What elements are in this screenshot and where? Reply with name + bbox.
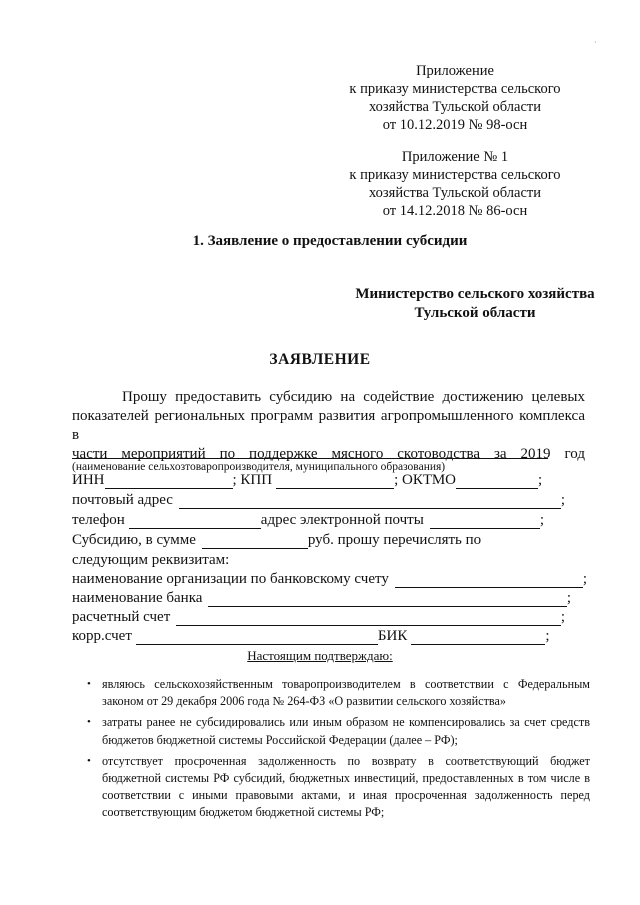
details-label: следующим реквизитам: [72, 552, 230, 568]
semicolon: ; [582, 571, 587, 587]
org-name-label: наименование организации по банковскому счету [72, 571, 389, 587]
bank-name-row [72, 588, 587, 607]
request-line-2: показателей региональных программ развития агропромышленного комплекса в [72, 408, 585, 443]
list-item [88, 753, 590, 822]
inn-kpp-oktmo-row [72, 470, 587, 489]
appendix-line: хозяйства Тульской области [368, 99, 542, 115]
phone-email-row [72, 510, 587, 529]
oktmo-field[interactable] [456, 474, 538, 489]
semicolon: ; [545, 628, 550, 644]
details-row [72, 550, 587, 569]
request-line-1 [72, 388, 585, 407]
list-item [88, 676, 590, 710]
postal-row [72, 490, 587, 509]
section-title: 1. Заявление о предоставлении субсидии [192, 233, 468, 249]
postal-field[interactable] [179, 494, 561, 509]
inn-label: ИНН [72, 472, 105, 488]
bullet-icon: • [87, 678, 91, 690]
request-text: Прошу предоставить субсидию на содействие достижению целевых [122, 389, 585, 405]
phone-field[interactable] [129, 514, 261, 529]
account-field[interactable] [176, 611, 561, 626]
semicolon: ; [566, 590, 571, 606]
appendix-line: к приказу министерства сельского [349, 167, 561, 183]
semicolon: ; [560, 609, 565, 625]
semicolon: ; [539, 512, 544, 528]
subsidy-suffix: руб. прошу перечислять по [307, 532, 482, 548]
oktmo-label: ; ОКТМО [394, 472, 456, 488]
list-item-text: являюсь сельскохозяйственным товаропроизводителем в соответствии с Федеральным законом от 29 декабря 2006 года № 264-ФЗ «О развитии сельского хозяйства» [102, 677, 590, 709]
document-title: ЗАЯВЛЕНИЕ [269, 351, 371, 368]
appendix-2018 [330, 148, 580, 220]
kpp-field[interactable] [276, 474, 394, 489]
email-field[interactable] [430, 514, 540, 529]
bank-name-label: наименование банка [72, 590, 203, 606]
list-item-text: затраты ранее не субсидировались или иным образом не компенсировались за счет средств бюджетов бюджетной системы Российской Федерации (далее – РФ); [102, 715, 590, 747]
addressee [330, 285, 620, 323]
phone-label: телефон [72, 512, 125, 528]
bullet-icon: • [87, 716, 91, 729]
kpp-label: ; КПП [232, 472, 273, 488]
account-row [72, 607, 587, 626]
corr-label: корр.счет [72, 628, 132, 644]
semicolon: ; [537, 472, 543, 488]
bank-name-field[interactable] [208, 592, 566, 607]
request-paragraph [72, 388, 585, 464]
appendix-line: хозяйства Тульской области [368, 185, 542, 201]
org-name-field[interactable] [395, 573, 583, 588]
list-item [88, 714, 590, 748]
applicant-name-line[interactable] [72, 458, 548, 459]
request-line-3: части мероприятий по поддержке мясного скотоводства за 2019 год [72, 446, 585, 462]
addressee-line: Министерство сельского хозяйства [355, 286, 595, 302]
confirm-heading-text: Настоящим подтверждаю: [247, 648, 393, 663]
addressee-line: Тульской области [414, 305, 536, 321]
org-name-row [72, 569, 587, 588]
subsidy-row [72, 530, 587, 549]
bik-label: БИК [377, 628, 408, 644]
appendix-line: от 14.12.2018 № 86-осн [382, 203, 528, 219]
bullet-icon: • [87, 754, 91, 767]
appendix-line: от 10.12.2019 № 98-осн [382, 117, 528, 133]
confirm-heading [0, 648, 640, 664]
bik-field[interactable] [411, 630, 545, 645]
appendix-2019 [330, 62, 580, 134]
corr-bik-row [72, 626, 587, 645]
applicant-name-note: (наименование сельхозтоваропроизводителя, муниципального образования) [72, 461, 446, 473]
scan-mark: · [594, 38, 597, 47]
corr-account-field[interactable] [136, 630, 378, 645]
postal-label: почтовый адрес [72, 492, 173, 508]
appendix-line: Приложение [416, 63, 494, 79]
inn-field[interactable] [105, 474, 233, 489]
email-label: адрес электронной почты [260, 512, 424, 528]
confirm-list [88, 676, 590, 826]
subsidy-label: Субсидию, в сумме [72, 532, 196, 548]
semicolon: ; [560, 492, 565, 508]
list-item-text: отсутствует просроченная задолженность по возврату в соответствующий бюджет бюджетной системы РФ субсидий, бюджетных инвестиций, предоставленных в том числе в соответствии с иными правовыми актами, и иная просроченная задолженность перед соответствующим бюджетом бюджетной системы РФ; [102, 753, 590, 820]
appendix-line: к приказу министерства сельского [349, 81, 561, 97]
subsidy-amount-field[interactable] [202, 534, 308, 549]
appendix-line: Приложение № 1 [401, 149, 509, 165]
account-label: расчетный счет [72, 609, 171, 625]
